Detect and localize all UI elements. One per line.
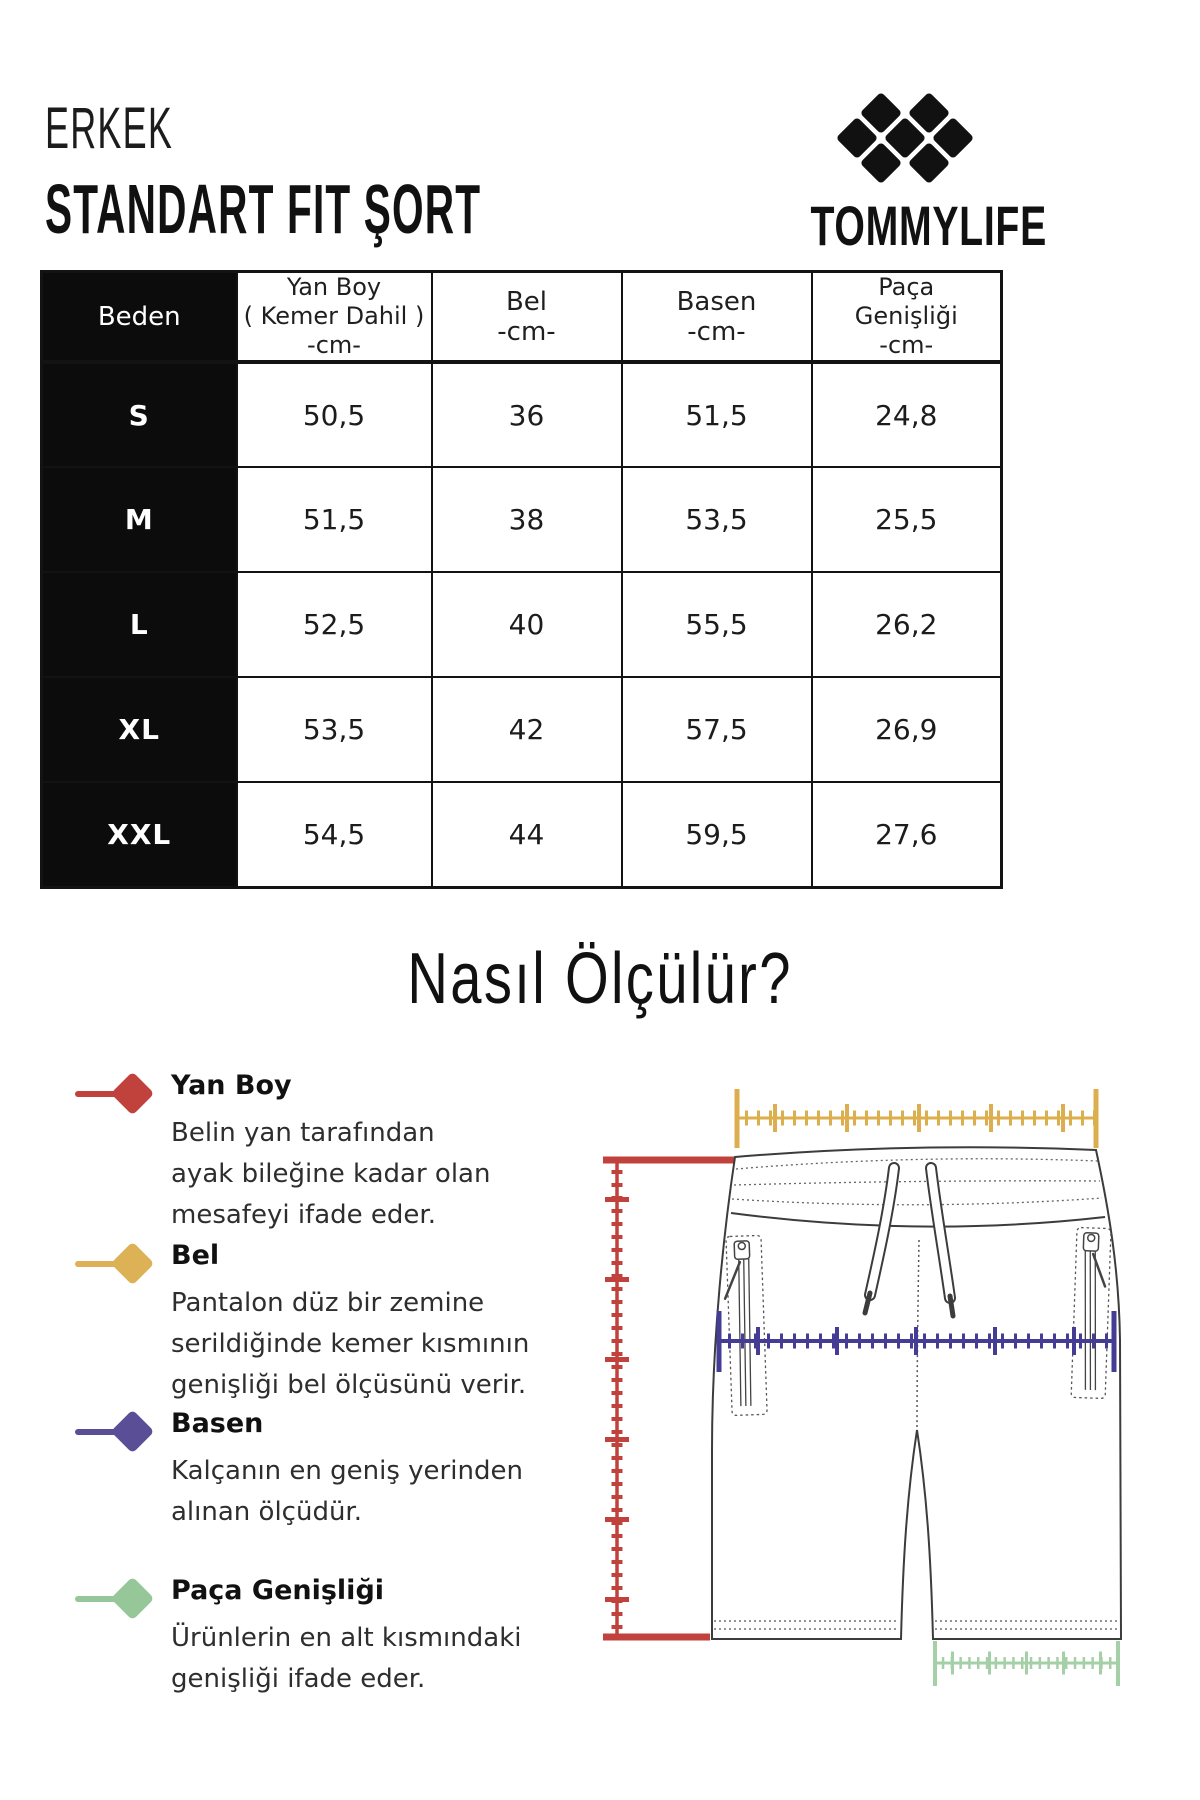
value-cell: 42 <box>432 677 622 782</box>
header-yan-boy <box>237 272 432 363</box>
header-label: Beden <box>97 301 181 332</box>
legend-desc-line: Belin yan tarafından <box>171 1118 435 1148</box>
header-unit: -cm- <box>687 316 746 347</box>
product-title-block <box>45 96 797 248</box>
paca-genisligi-ruler <box>935 1641 1118 1686</box>
value-cell: 25,5 <box>812 467 1002 572</box>
purple-diamond-marker-icon <box>75 1408 155 1456</box>
header-label: Paça <box>878 273 935 301</box>
table-row <box>42 782 1002 887</box>
value-cell: 55,5 <box>622 572 812 677</box>
size-label: M <box>42 467 237 572</box>
shorts-outline <box>712 1147 1121 1639</box>
table-row <box>42 467 1002 572</box>
value-cell: 36 <box>432 362 622 467</box>
legend-desc-line: ayak bileğine kadar olan <box>171 1159 491 1189</box>
legend-desc-line: mesafeyi ifade eder. <box>171 1200 436 1230</box>
header-label: Yan Boy <box>286 273 382 301</box>
brand-name: TOMMYLIFE <box>810 194 1047 257</box>
legend-item-yan-boy <box>75 1070 490 1236</box>
legend-desc-line: Ürünlerin en alt kısmındaki <box>171 1623 522 1653</box>
product-category: ERKEK <box>45 96 174 161</box>
header-unit: -cm- <box>879 331 934 359</box>
header-paca-genisligi <box>812 272 1002 363</box>
value-cell: 57,5 <box>622 677 812 782</box>
value-cell: 54,5 <box>237 782 432 887</box>
table-row <box>42 677 1002 782</box>
product-title: STANDART FIT ŞORT <box>45 170 482 248</box>
header-label: Basen <box>676 286 757 317</box>
value-cell: 26,9 <box>812 677 1002 782</box>
size-label: XL <box>42 677 237 782</box>
legend-desc-line: genişliği bel ölçüsünü verir. <box>171 1370 527 1400</box>
value-cell: 38 <box>432 467 622 572</box>
table-header-row <box>42 272 1002 363</box>
measure-section-heading <box>0 938 1200 1020</box>
shorts-measurement-diagram <box>560 1080 1160 1720</box>
value-cell: 53,5 <box>237 677 432 782</box>
header-label: ( Kemer Dahil ) <box>243 302 425 330</box>
green-diamond-marker-icon <box>75 1575 155 1623</box>
value-cell: 26,2 <box>812 572 1002 677</box>
legend-title: Yan Boy <box>171 1070 292 1101</box>
legend-desc-line: alınan ölçüdür. <box>171 1497 362 1527</box>
table-row <box>42 362 1002 467</box>
header-unit: -cm- <box>307 331 361 359</box>
legend-desc-line: serildiğinde kemer kısmının <box>171 1329 530 1359</box>
red-diamond-marker-icon <box>75 1070 155 1118</box>
legend-title: Bel <box>171 1240 220 1271</box>
legend-desc-line: Pantalon düz bir zemine <box>171 1288 485 1318</box>
header-label: Genişliği <box>854 302 958 330</box>
header-bel <box>432 272 622 363</box>
value-cell: 51,5 <box>237 467 432 572</box>
size-table <box>40 270 1003 889</box>
value-cell: 51,5 <box>622 362 812 467</box>
legend-item-basen <box>75 1408 523 1533</box>
size-label: L <box>42 572 237 677</box>
header-label: Bel <box>505 286 548 317</box>
legend-desc-line: genişliği ifade eder. <box>171 1664 426 1694</box>
diamond-cluster-logo-icon <box>830 86 980 190</box>
value-cell: 59,5 <box>622 782 812 887</box>
yellow-diamond-marker-icon <box>75 1240 155 1288</box>
legend-item-bel <box>75 1240 529 1406</box>
header-basen <box>622 272 812 363</box>
size-label: S <box>42 362 237 467</box>
table-row <box>42 572 1002 677</box>
value-cell: 53,5 <box>622 467 812 572</box>
value-cell: 24,8 <box>812 362 1002 467</box>
value-cell: 52,5 <box>237 572 432 677</box>
bel-ruler <box>737 1089 1096 1148</box>
legend-title: Basen <box>171 1408 264 1439</box>
header-unit: -cm- <box>497 316 556 347</box>
legend-title: Paça Genişliği <box>171 1575 385 1606</box>
value-cell: 27,6 <box>812 782 1002 887</box>
size-label: XXL <box>42 782 237 887</box>
legend-item-paca-genisligi <box>75 1575 521 1700</box>
header-beden <box>42 272 237 363</box>
legend-desc-line: Kalçanın en geniş yerinden <box>171 1456 523 1486</box>
value-cell: 50,5 <box>237 362 432 467</box>
value-cell: 44 <box>432 782 622 887</box>
brand-block <box>770 86 1047 257</box>
value-cell: 40 <box>432 572 622 677</box>
measure-heading-text: Nasıl Ölçülür? <box>407 939 793 1019</box>
